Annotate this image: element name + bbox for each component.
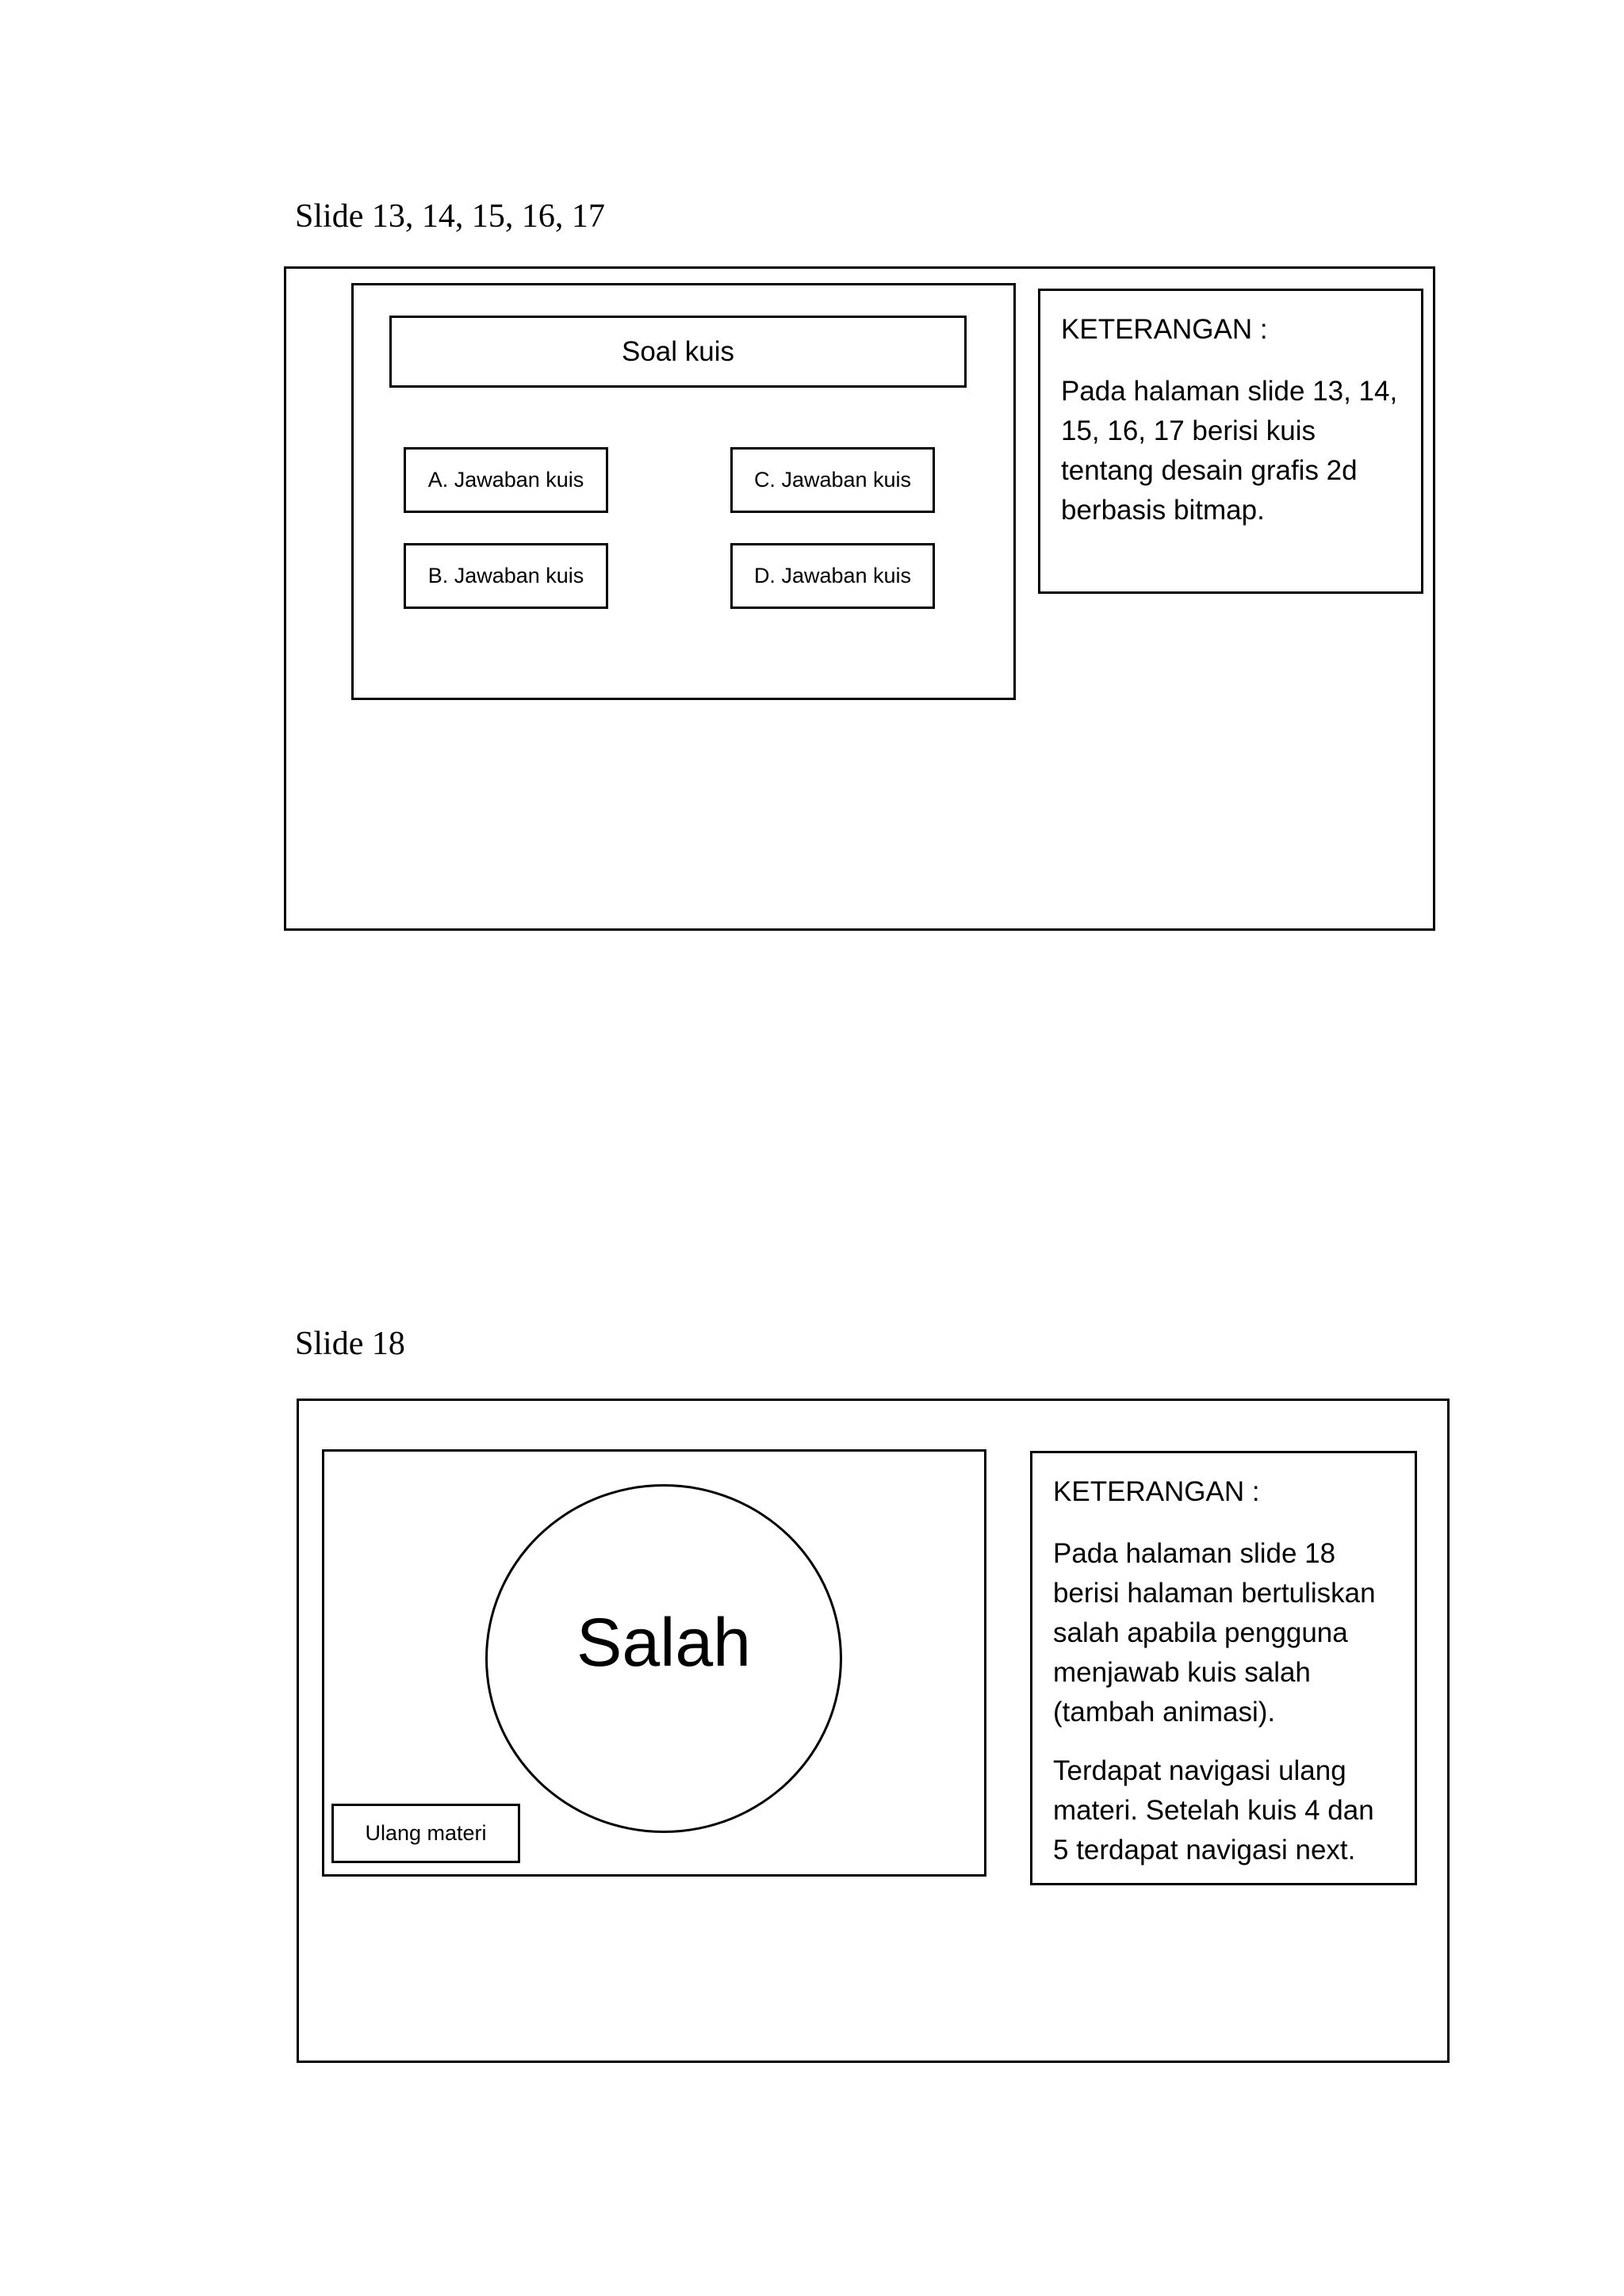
slide-18-heading: Slide 18 bbox=[295, 1326, 405, 1362]
repeat-material-button[interactable]: Ulang materi bbox=[331, 1804, 520, 1863]
result-text: Salah bbox=[576, 1604, 751, 1681]
result-circle bbox=[485, 1484, 842, 1833]
answer-d-button[interactable]: D. Jawaban kuis bbox=[730, 543, 935, 609]
note-label: KETERANGAN : bbox=[1053, 1476, 1260, 1507]
answer-a-button[interactable]: A. Jawaban kuis bbox=[404, 447, 608, 513]
slide-13-17-note bbox=[1038, 289, 1423, 594]
note-text: Pada halaman slide 13, 14, 15, 16, 17 berisi kuis tentang desain grafis 2d berbasis bitmap. bbox=[1061, 376, 1398, 526]
note-label: KETERANGAN : bbox=[1061, 314, 1268, 345]
slide-13-17-heading: Slide 13, 14, 15, 16, 17 bbox=[295, 198, 605, 235]
quiz-question-box: Soal kuis bbox=[389, 316, 967, 388]
answer-b-button[interactable]: B. Jawaban kuis bbox=[404, 543, 608, 609]
note-text: Pada halaman slide 18 berisi halaman bertuliskan salah apabila pengguna menjawab kuis salah (tambah animasi). bbox=[1053, 1538, 1376, 1728]
slide-18-note bbox=[1030, 1451, 1417, 1885]
answer-c-button[interactable]: C. Jawaban kuis bbox=[730, 447, 935, 513]
note-text: Terdapat navigasi ulang materi. Setelah kuis 4 dan 5 terdapat navigasi next. bbox=[1053, 1755, 1374, 1866]
